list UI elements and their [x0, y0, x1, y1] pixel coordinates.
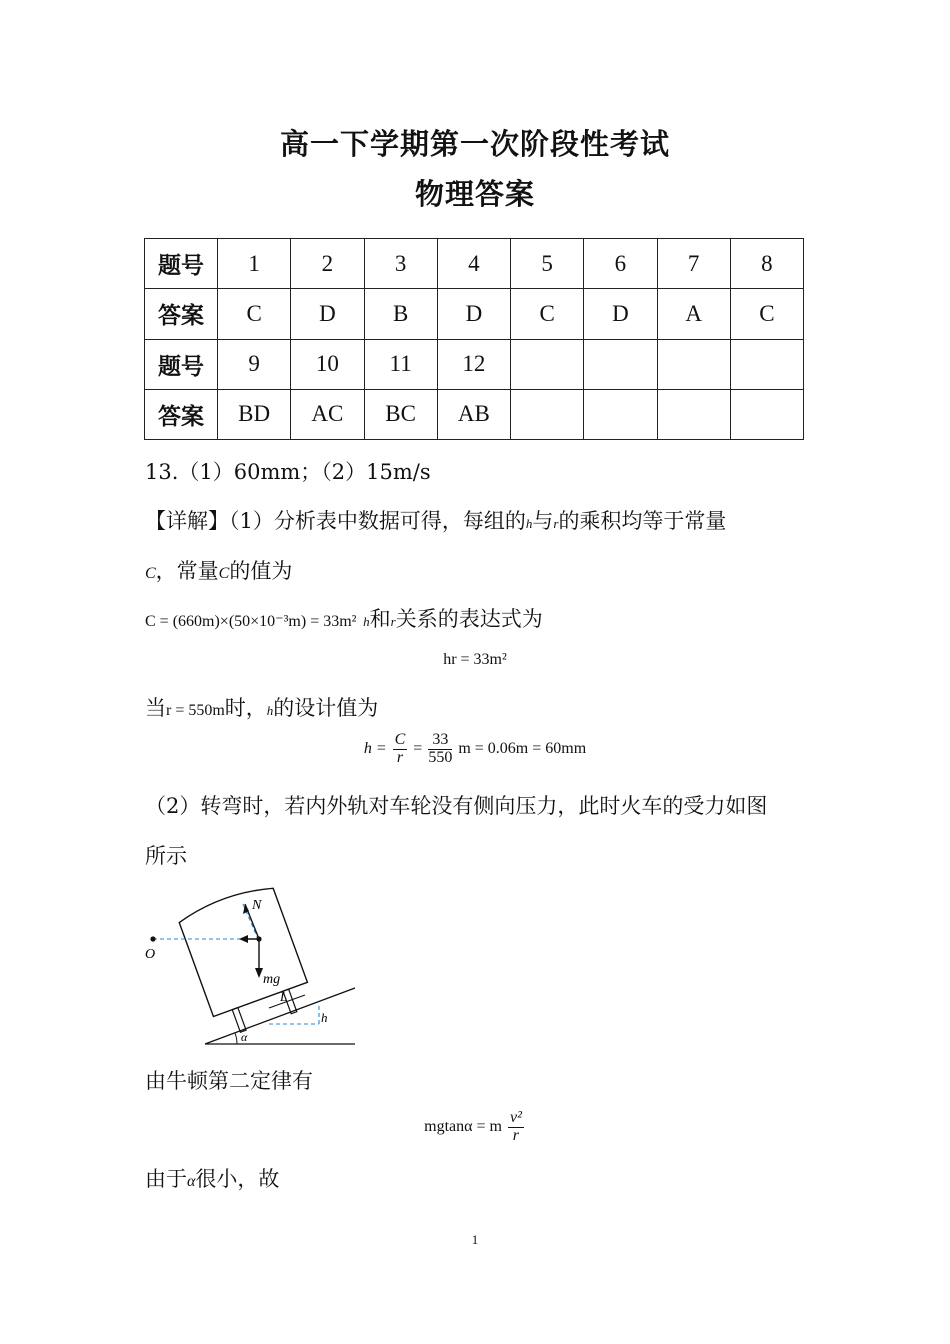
eq-sign: =	[413, 739, 423, 757]
answer-cell: BD	[218, 389, 291, 439]
label-O: O	[145, 947, 156, 962]
q13-part2-line1: （2）转弯时，若内外轨对车轮没有侧向压力，此时火车的受力如图	[145, 794, 768, 818]
question-number: 3	[364, 239, 437, 289]
page-number: 1	[471, 1232, 479, 1247]
fraction-numerator: v²	[509, 1109, 522, 1126]
equation-hr: hr = 33m²	[443, 651, 507, 668]
eq-left: h =	[363, 739, 387, 757]
answer-cell: D	[584, 289, 657, 339]
equation-C: C = (660m)×(50×10⁻³m) = 33m²	[145, 613, 357, 630]
train-force-diagram	[135, 870, 365, 1055]
label-L: L	[280, 989, 288, 1004]
fraction-v2-over-r	[508, 1110, 524, 1145]
empty-cell	[730, 389, 803, 439]
math-var-h: h	[266, 703, 274, 718]
math-var-r: r	[390, 614, 396, 629]
answer-cell: D	[437, 289, 510, 339]
answer-cell: A	[657, 289, 730, 339]
answer-cell: BC	[364, 389, 437, 439]
empty-cell	[657, 339, 730, 389]
empty-cell	[657, 389, 730, 439]
wheel-left	[232, 1008, 246, 1033]
angle-arc	[235, 1033, 237, 1044]
question-number: 8	[730, 239, 803, 289]
question-number: 9	[218, 339, 291, 389]
text-run: ，常量	[155, 559, 219, 583]
table-row	[145, 289, 804, 339]
fraction-numerator: C	[394, 731, 406, 748]
fraction-denominator: r	[396, 748, 404, 766]
eq-right: m = 0.06m = 60mm	[458, 739, 587, 757]
fraction-33-over-550	[428, 732, 452, 767]
answer-table	[144, 238, 804, 440]
fraction-C-over-r	[393, 732, 408, 767]
math-var-alpha: α	[187, 1173, 196, 1190]
label-alpha: α	[241, 1030, 248, 1044]
question-number: 5	[511, 239, 584, 289]
answer-cell: C	[218, 289, 291, 339]
equation-r: r = 550m	[166, 702, 225, 719]
math-var-C: C	[218, 565, 230, 582]
question-number: 1	[218, 239, 291, 289]
label-N: N	[252, 898, 262, 913]
answer-cell: D	[291, 289, 364, 339]
table-row	[145, 239, 804, 289]
question-number: 6	[584, 239, 657, 289]
q13-part2-line4	[145, 1163, 279, 1193]
q13-part2-line3: 由牛顿第二定律有	[145, 1069, 313, 1093]
text-run: 的乘积均等于常量	[558, 509, 727, 533]
label-h: h	[321, 1010, 328, 1025]
empty-cell	[584, 339, 657, 389]
answer-cell: AC	[291, 389, 364, 439]
answer-cell: B	[364, 289, 437, 339]
math-var-C: C	[145, 565, 156, 582]
text-run: 的值为	[229, 559, 293, 583]
table-row	[145, 339, 804, 389]
label-mg: mg	[263, 972, 281, 987]
fraction-denominator: 550	[428, 748, 453, 766]
q13-part2-line2: 所示	[145, 844, 187, 868]
center-point-O	[150, 936, 155, 941]
question-number: 12	[437, 339, 510, 389]
page-title: 高一下学期第一次阶段性考试	[279, 127, 670, 161]
fraction-numerator: 33	[428, 732, 452, 750]
text-run: 与	[532, 509, 554, 533]
equation-h-design	[0, 732, 950, 767]
math-var-r: r	[553, 516, 559, 531]
empty-cell	[511, 339, 584, 389]
answer-cell: C	[511, 289, 584, 339]
row-label: 题号	[145, 339, 218, 389]
math-var-h: h	[363, 614, 370, 629]
page-subtitle: 物理答案	[414, 177, 535, 211]
question-number: 11	[364, 339, 437, 389]
answer-cell: AB	[437, 389, 510, 439]
q13-detail-line2	[145, 555, 292, 585]
row-label: 答案	[145, 289, 218, 339]
q13-summary: 13.（1）60mm；（2）15m/s	[145, 460, 431, 484]
text-run: 当	[145, 696, 166, 720]
row-label: 答案	[145, 389, 218, 439]
q13-detail-line4	[145, 692, 378, 722]
text-run: 时，	[224, 696, 267, 720]
row-label: 题号	[145, 239, 218, 289]
fraction-denominator: r	[512, 1126, 520, 1144]
text-run: 和	[369, 607, 391, 631]
empty-cell	[584, 389, 657, 439]
question-number: 10	[291, 339, 364, 389]
text-run: 关系的表达式为	[395, 607, 543, 631]
empty-cell	[730, 339, 803, 389]
empty-cell	[511, 389, 584, 439]
text-run: 很小，故	[195, 1167, 280, 1191]
question-number: 4	[437, 239, 510, 289]
detail-label: 【详解】	[145, 509, 229, 533]
q13-detail-line3	[145, 603, 543, 633]
question-number: 7	[657, 239, 730, 289]
text-run: 的设计值为	[273, 696, 379, 720]
q13-detail-line1	[145, 505, 726, 535]
math-var-h: h	[525, 516, 533, 531]
answer-cell: C	[730, 289, 803, 339]
text-run: 由于	[145, 1167, 187, 1191]
table-row	[145, 389, 804, 439]
train-body	[177, 882, 308, 1017]
text-run: （1）分析表中数据可得，每组的	[229, 509, 526, 533]
equation-newton	[0, 1110, 950, 1145]
question-number: 2	[291, 239, 364, 289]
eq-left: mgtanα = m	[424, 1117, 502, 1135]
